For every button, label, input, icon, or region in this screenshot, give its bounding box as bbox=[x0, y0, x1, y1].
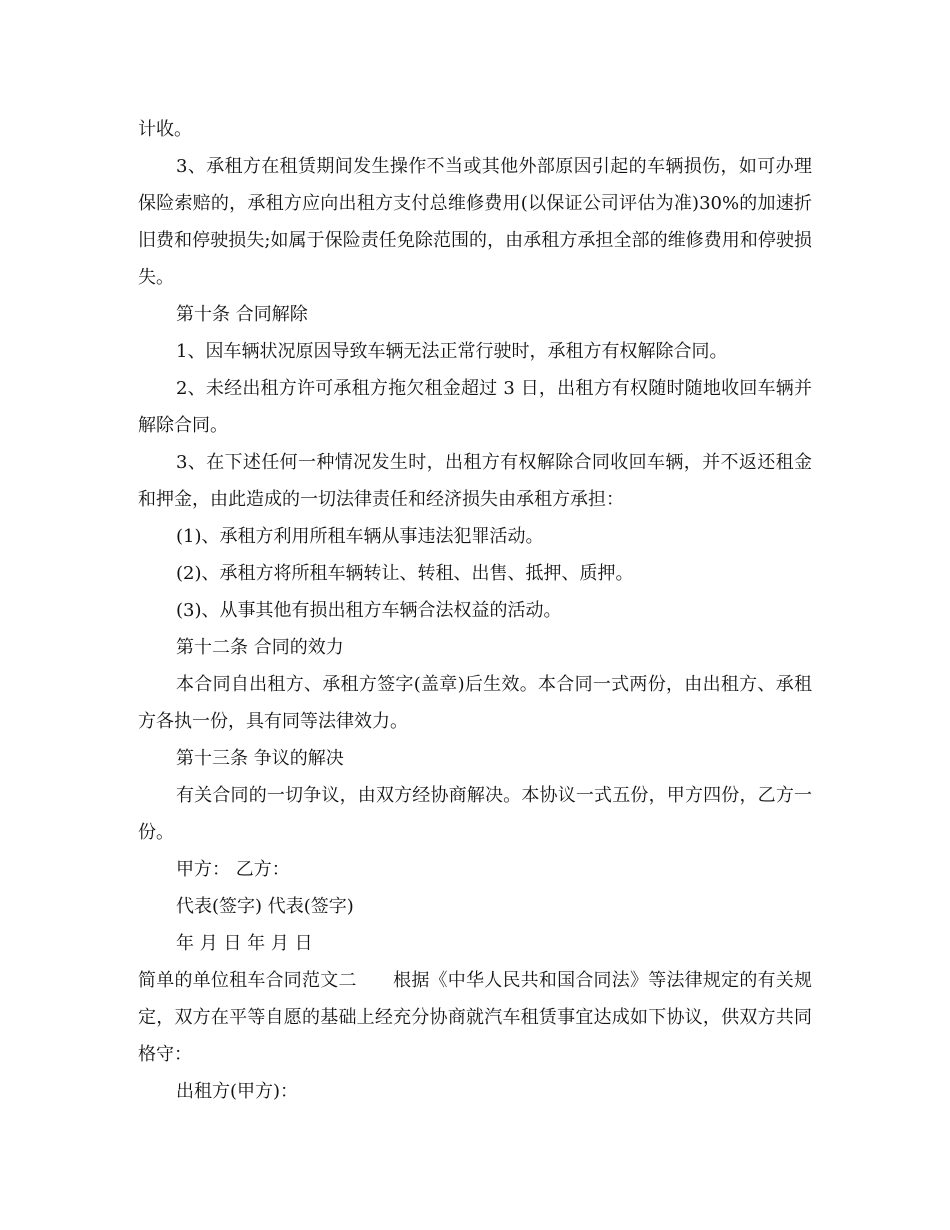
signature-dates: 年 月 日 年 月 日 bbox=[176, 933, 313, 954]
paragraph-effectiveness: 本合同自出租方、承租方签字(盖章)后生效。本合同一式两份，由出租方、承租方各执一份，具有同等法律效力。 bbox=[138, 674, 812, 732]
signature-representatives: 代表(签字) 代表(签字) bbox=[176, 896, 354, 917]
paragraph-clause-3-damage: 3、承租方在租赁期间发生操作不当或其他外部原因引起的车辆损伤，如可办理保险索赔的，承租方应向出租方支付总维修费用(以保证公司评估为准)30%的加速折旧费和停驶损失;如属于保险责任免除范围的，由承租方承担全部的维修费用和停驶损失。 bbox=[138, 156, 812, 288]
lessor-party-a-label: 出租方(甲方)： bbox=[176, 1081, 299, 1102]
paragraph-termination-1: 1、因车辆状况原因导致车辆无法正常行驶时，承租方有权解除合同。 bbox=[176, 341, 728, 362]
article-13-heading: 第十三条 争议的解决 bbox=[176, 748, 344, 769]
list-item-1: (1)、承租方利用所租车辆从事违法犯罪活动。 bbox=[176, 526, 544, 547]
signature-parties: 甲方： 乙方： bbox=[176, 859, 290, 880]
list-item-2: (2)、承租方将所租车辆转让、转租、出售、抵押、质押。 bbox=[176, 563, 634, 584]
document-body bbox=[138, 111, 812, 1110]
paragraph-continuation: 计收。 bbox=[138, 119, 192, 140]
paragraph-termination-2: 2、未经出租方许可承租方拖欠租金超过 3 日，出租方有权随时随地收回车辆并解除合同。 bbox=[138, 378, 812, 436]
article-10-heading: 第十条 合同解除 bbox=[176, 304, 308, 325]
paragraph-dispute: 有关合同的一切争议，由双方经协商解决。本协议一式五份，甲方四份，乙方一份。 bbox=[138, 785, 812, 843]
paragraph-termination-3: 3、在下述任何一种情况发生时，出租方有权解除合同收回车辆，并不返还租金和押金，由此造成的一切法律责任和经济损失由承租方承担： bbox=[138, 452, 812, 510]
article-12-heading: 第十二条 合同的效力 bbox=[176, 637, 344, 658]
paragraph-template-two-intro: 简单的单位租车合同范文二 根据《中华人民共和国合同法》等法律规定的有关规定，双方在平等自愿的基础上经充分协商就汽车租赁事宜达成如下协议，供双方共同格守： bbox=[138, 970, 812, 1065]
list-item-3: (3)、从事其他有损出租方车辆合法权益的活动。 bbox=[176, 600, 562, 621]
